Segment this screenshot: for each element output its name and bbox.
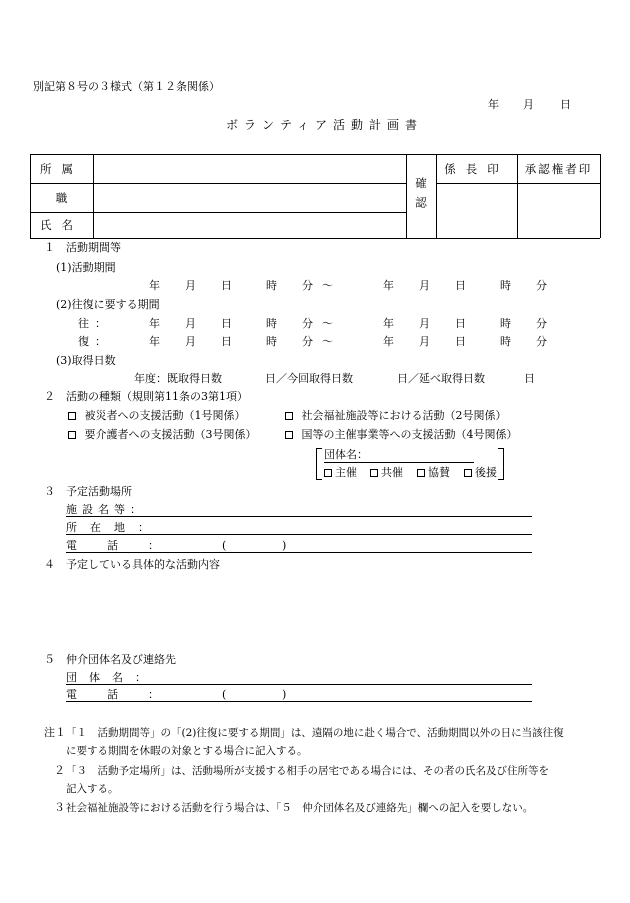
- year-days-label: 年度：既取得日数: [134, 372, 222, 385]
- note-3-line1: 社会福祉施設等における活動を行う場合は、「５ 仲介団体名及び連絡先」欄への記入を要しない。: [66, 802, 534, 814]
- unit-year: 年: [149, 279, 160, 292]
- date-year-label: 年: [488, 98, 499, 111]
- current-days-label: 日／今回取得日数: [265, 372, 353, 385]
- org-name-label: 団体名：: [324, 448, 368, 461]
- range-tilde: ～: [322, 279, 333, 292]
- intermediary-org-field[interactable]: [66, 684, 532, 685]
- checkbox-icon: [370, 469, 378, 477]
- unit-minute: 分: [302, 279, 313, 292]
- checkbox-icon: [324, 469, 332, 477]
- travel-period-label: (2)往復に要する期間: [56, 298, 160, 311]
- unit-minute: 分: [536, 317, 547, 330]
- note-2-line2: 記入する。: [66, 783, 119, 795]
- outbound-label: 往：: [78, 317, 112, 330]
- date-day-label: 日: [560, 98, 571, 111]
- role-support-checkbox[interactable]: [464, 466, 497, 480]
- date-month-label: 月: [523, 98, 534, 111]
- role-label: 後援: [475, 466, 497, 479]
- option-3-label: 要介護者への支援活動（3号関係）: [84, 428, 257, 441]
- unit-year: 年: [383, 279, 394, 292]
- area-code-close: ): [282, 539, 287, 552]
- checkbox-icon: [68, 431, 76, 439]
- range-tilde: ～: [322, 335, 333, 348]
- position-field[interactable]: [94, 184, 405, 211]
- range-tilde: ～: [322, 317, 333, 330]
- activity-content-area[interactable]: [60, 576, 540, 646]
- note-1-line2: に要する期間を休暇の対象とする場合に記入する。: [66, 745, 308, 757]
- unit-day: 日: [524, 372, 535, 385]
- option-1-label: 被災者への支援活動（1号関係）: [84, 409, 246, 422]
- chief-seal-box[interactable]: [437, 184, 516, 237]
- chief-seal-label: 係長印: [444, 161, 509, 176]
- note-2-line1: 「３ 活動予定場所」は、活動場所が支援する相手の居宅である場合には、その者の氏名及び住所等を: [66, 765, 549, 777]
- role-label: 協賛: [428, 466, 450, 479]
- unit-year: 年: [149, 335, 160, 348]
- unit-hour: 時: [500, 335, 511, 348]
- section5-heading: ５ 仲介団体名及び連絡先: [44, 653, 176, 666]
- facility-field[interactable]: [66, 516, 532, 517]
- org-name-field[interactable]: [324, 462, 474, 463]
- unit-day: 日: [455, 279, 466, 292]
- affiliation-label: 所属: [40, 161, 83, 176]
- location-label: 所在地：: [66, 521, 162, 534]
- option-4-checkbox[interactable]: [285, 428, 518, 442]
- return-label: 復：: [78, 335, 112, 348]
- section4-heading: ４ 予定している具体的な活動内容: [44, 558, 220, 571]
- unit-year: 年: [149, 317, 160, 330]
- unit-day: 日: [221, 317, 232, 330]
- intermediary-org-label: 団体名：: [66, 671, 158, 684]
- location-field[interactable]: [66, 534, 532, 535]
- unit-minute: 分: [536, 279, 547, 292]
- unit-day: 日: [221, 335, 232, 348]
- affiliation-field[interactable]: [94, 155, 405, 182]
- intermediary-phone-field[interactable]: [66, 701, 532, 702]
- unit-hour: 時: [500, 279, 511, 292]
- unit-hour: 時: [266, 335, 277, 348]
- section2-heading: ２ 活動の種類（規則第11条の3第1項）: [44, 390, 248, 403]
- days-taken-label: (3)取得日数: [56, 354, 116, 367]
- unit-month: 月: [419, 335, 430, 348]
- unit-day: 日: [455, 317, 466, 330]
- option-2-label: 社会福祉施設等における活動（2号関係）: [301, 409, 507, 422]
- form-code: 別記第８号の３様式（第１２条関係）: [33, 80, 220, 93]
- approver-seal-box[interactable]: [518, 184, 599, 237]
- unit-day: 日: [455, 335, 466, 348]
- unit-month: 月: [185, 317, 196, 330]
- checkbox-icon: [464, 469, 472, 477]
- note-1-line1: 「１ 活動期間等」の「(2)往復に要する期間」は、遠隔の地に赴く場合で、活動期間以外の日に当該往復: [66, 727, 564, 739]
- intermediary-area-code-close: ): [282, 688, 287, 701]
- confirm-label: 確認: [414, 176, 428, 216]
- role-cohost-checkbox[interactable]: [370, 466, 403, 480]
- unit-month: 月: [185, 335, 196, 348]
- checkbox-icon: [417, 469, 425, 477]
- unit-day: 日: [221, 279, 232, 292]
- note-3-number: ３: [54, 801, 65, 814]
- phone-field[interactable]: [66, 552, 532, 553]
- option-4-label: 国等の主催事業等への支援活動（4号関係）: [301, 428, 518, 441]
- intermediary-area-code-open: (: [222, 688, 227, 701]
- unit-year: 年: [383, 335, 394, 348]
- unit-month: 月: [419, 317, 430, 330]
- role-sponsor-checkbox[interactable]: [417, 466, 450, 480]
- intermediary-phone-label: 電話：: [66, 688, 189, 701]
- checkbox-icon: [285, 412, 293, 420]
- cumulative-days-label: 日／延べ取得日数: [397, 372, 485, 385]
- role-host-checkbox[interactable]: [324, 466, 357, 480]
- checkbox-icon: [68, 412, 76, 420]
- approver-seal-label: 承認権者印: [524, 161, 593, 176]
- checkbox-icon: [285, 431, 293, 439]
- page-title: ボランティア活動計画書: [226, 118, 424, 132]
- role-label: 主催: [335, 466, 357, 479]
- section1-heading: １ 活動期間等: [44, 241, 121, 254]
- role-label: 共催: [381, 466, 403, 479]
- name-field[interactable]: [94, 213, 405, 237]
- option-1-checkbox[interactable]: [68, 409, 246, 423]
- unit-hour: 時: [500, 317, 511, 330]
- unit-month: 月: [419, 279, 430, 292]
- option-2-checkbox[interactable]: [285, 409, 507, 423]
- unit-year: 年: [383, 317, 394, 330]
- unit-hour: 時: [266, 317, 277, 330]
- unit-minute: 分: [302, 335, 313, 348]
- section3-heading: ３ 予定活動場所: [44, 485, 132, 498]
- area-code-open: (: [222, 539, 227, 552]
- unit-minute: 分: [536, 335, 547, 348]
- name-label: 氏名: [40, 218, 83, 232]
- option-3-checkbox[interactable]: [68, 428, 257, 442]
- unit-month: 月: [185, 279, 196, 292]
- unit-hour: 時: [266, 279, 277, 292]
- note-2-number: ２: [54, 764, 65, 777]
- position-label: 職: [55, 190, 68, 205]
- activity-period-label: (1)活動期間: [56, 261, 116, 274]
- facility-label: 施設名等：: [66, 503, 146, 516]
- phone-label: 電話：: [66, 539, 189, 552]
- note-1-number: 注１: [44, 726, 66, 739]
- unit-minute: 分: [302, 317, 313, 330]
